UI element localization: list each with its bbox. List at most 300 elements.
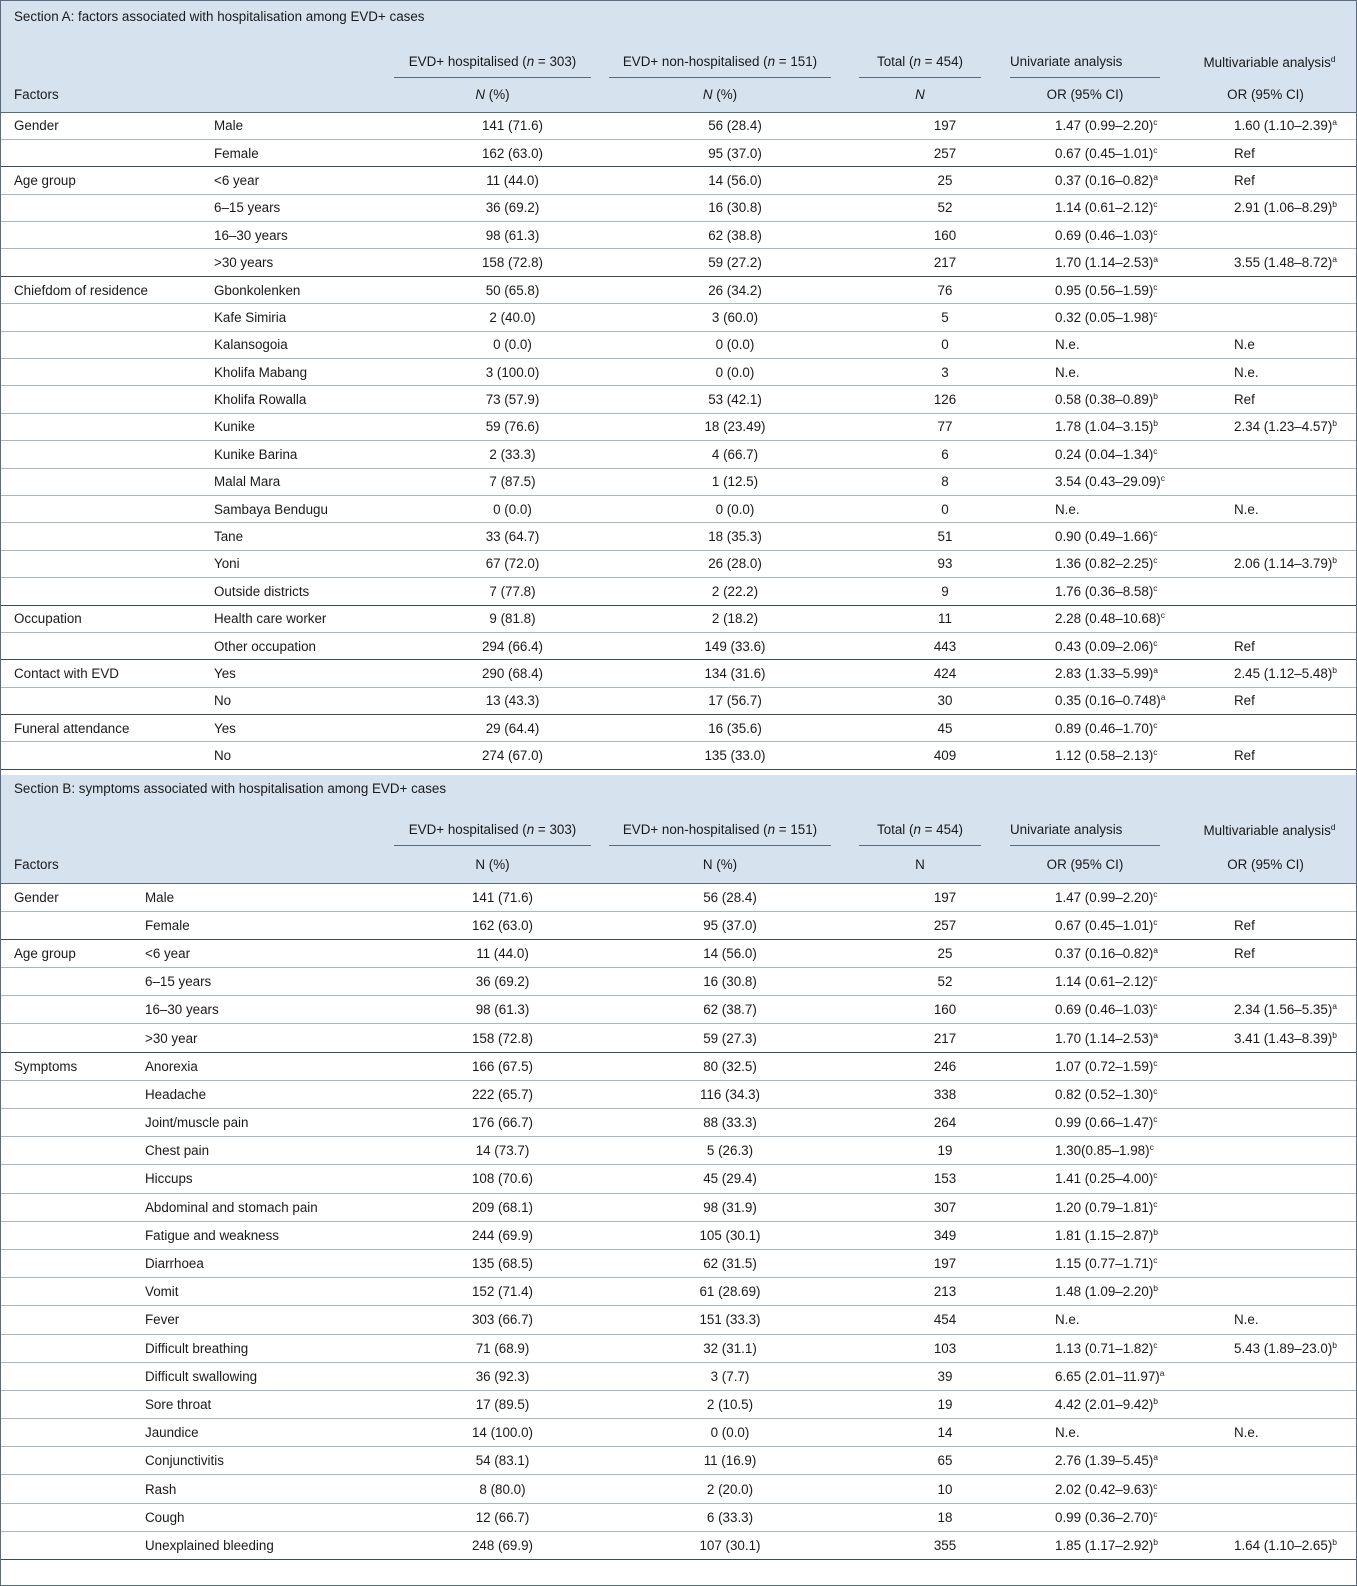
level-label: Abdominal and stomach pain <box>145 1199 318 1215</box>
multivariable-value: Ref <box>1234 945 1255 961</box>
total-value: 6 <box>941 446 949 462</box>
univariate-value: 2.83 $(1.33-5.99)^a$ <box>1055 665 1159 681</box>
nonhosp-value: 134 (31.6) <box>704 666 766 681</box>
level-label: >30 years <box>214 255 274 271</box>
level-label: Yoni <box>214 556 240 572</box>
hosp-value: 248 (69.9) <box>471 1537 534 1553</box>
nonhosp-value: 3 (60.0) <box>711 309 759 325</box>
hosp-value: 274 (67.0) <box>481 748 544 764</box>
total-value: 0 <box>941 501 949 517</box>
nonhosp-value: 80 (32.5) <box>703 1058 757 1074</box>
univariate-value: 1.14 $(0.61-2.12)^c$ <box>1055 973 1158 990</box>
univariate-value: 3.54 $(0.43-29.09)^c$ <box>1055 473 1165 490</box>
nonhosp-value: 2 (10.5) <box>706 1396 754 1412</box>
table-row <box>1 715 1356 742</box>
multivariable-value <box>1175 968 1356 996</box>
multivariable-value <box>1175 222 1356 249</box>
total-value: 5 <box>941 309 949 325</box>
hosp-value: 7 (87.5) <box>489 474 536 490</box>
level-label: >30 year <box>145 1030 198 1046</box>
hosp-value: 162 (63.0) <box>471 917 534 933</box>
univariate-value: N.e. <box>1055 1425 1080 1441</box>
univariate-value: 1.41 $(0.25-4.00)^c$ <box>1055 1170 1158 1187</box>
univariate-value: 2.02 $(0.42-9.63)^c$ <box>1055 1480 1158 1497</box>
hosp-value: 141 (71.6) <box>471 889 534 905</box>
table-row <box>1 1419 1356 1447</box>
table-row <box>1 1334 1356 1362</box>
nonhosp-value: 56 (28.4) <box>703 889 757 905</box>
nonhosp-header: EVD+ non-hospitalised (n = 151) <box>595 32 845 78</box>
hosp-value: 303 (66.7) <box>471 1312 534 1328</box>
section-a-table <box>1 1 1356 770</box>
univariate-value: 1.47 $(0.99-2.20)^c$ <box>1055 888 1158 905</box>
multivariable-value <box>1175 1221 1356 1249</box>
hosp-value: 244 (69.9) <box>471 1227 534 1243</box>
univariate-value: 4.42 $(2.01-9.42)^b$ <box>1055 1395 1159 1412</box>
multivariable-value: 2.45 $(1.12-5.48)^b$ <box>1234 665 1338 681</box>
univariate-value: 2.28 $(0.48-10.68)^c$ <box>1055 610 1165 627</box>
multivariable-value <box>1175 304 1356 331</box>
total-value: 51 <box>937 529 953 545</box>
total-value: 217 <box>933 255 957 271</box>
level-label: Kholifa Rowalla <box>214 392 307 408</box>
level-label: Sore throat <box>145 1396 212 1412</box>
multivariable-value: 3.55 $(1.48-8.72)^a$ <box>1234 254 1338 271</box>
univariate-value: 0.58 $(0.38-0.89)^b$ <box>1055 391 1159 408</box>
nonhosp-value: 2 (20.0) <box>706 1481 754 1497</box>
nonhosp-value: 32 (31.1) <box>703 1340 757 1356</box>
hosp-value: 36 (92.3) <box>475 1368 530 1384</box>
multivariable-value: Ref <box>1234 145 1255 161</box>
hosp-value: 71 (68.9) <box>475 1340 530 1356</box>
level-label: <6 year <box>214 172 260 188</box>
univariate-value: 1.85 $(1.17-2.92)^b$ <box>1055 1536 1159 1553</box>
table-row <box>1 996 1356 1024</box>
nonhosp-value: 5 (26.3) <box>706 1143 754 1159</box>
univariate-value: 1.70 $(1.14-2.53)^a$ <box>1055 254 1159 271</box>
nonhosp-value: 18 (23.49) <box>704 419 766 435</box>
multivariable-value <box>1175 276 1356 303</box>
nonhosp-header-b: EVD+ non-hospitalised (n = 151) <box>595 802 845 846</box>
total-value: 424 <box>933 666 957 681</box>
total-value: 30 <box>937 693 953 709</box>
nonhosp-value: 26 (28.0) <box>708 556 762 572</box>
total-value: 338 <box>933 1086 957 1102</box>
hosp-value: 98 (61.3) <box>475 1002 530 1018</box>
level-label: Kunike <box>214 419 255 435</box>
hosp-value: 33 (64.7) <box>485 529 540 545</box>
nonhosp-value: 4 (66.7) <box>711 446 759 462</box>
table-row <box>1 660 1356 687</box>
hosp-value: 290 (68.4) <box>481 666 544 681</box>
hosp-value: 2 (33.3) <box>489 446 536 462</box>
multivariable-value: 3.41 $(1.43-8.39)^b$ <box>1234 1029 1338 1046</box>
level-label: Fatigue and weakness <box>145 1227 279 1243</box>
nonhosp-value: 16 (30.8) <box>703 974 757 990</box>
multivariable-value: 2.91 $(1.06-8.29)^b$ <box>1234 199 1338 216</box>
level-label: Unexplained bleeding <box>145 1537 274 1553</box>
multivariable-value <box>1175 1278 1356 1306</box>
level-label: Joint/muscle pain <box>145 1115 249 1131</box>
total-value: 39 <box>937 1368 953 1384</box>
hosp-value: 294 (66.4) <box>481 638 544 654</box>
multivariable-value <box>1175 1390 1356 1418</box>
nonhosp-value: 151 (33.3) <box>699 1312 761 1328</box>
univariate-value: N.e. <box>1055 501 1080 517</box>
table-row <box>1 468 1356 495</box>
univariate-value: 1.07 $(0.72-1.59)^c$ <box>1055 1057 1158 1074</box>
nonhosp-value: 135 (33.0) <box>704 748 766 764</box>
level-label: Health care worker <box>214 611 327 627</box>
nonhosp-value: 17 (56.7) <box>708 693 762 709</box>
nonhosp-value: 6 (33.3) <box>706 1509 754 1525</box>
total-value: 153 <box>933 1171 957 1187</box>
table-row <box>1 1390 1356 1418</box>
nonhosp-value: 16 (30.8) <box>708 200 762 216</box>
sub-nonhosp: N (%) <box>702 87 738 103</box>
factor-label: Age group <box>14 945 76 961</box>
hosp-value: 135 (68.5) <box>471 1256 534 1272</box>
table-row <box>1 883 1356 911</box>
univariate-value: 0.69 $(0.46-1.03)^c$ <box>1055 1001 1158 1018</box>
univariate-value: 1.48 $(1.09-2.20)^b$ <box>1055 1283 1159 1300</box>
sub-multi: OR (95% CI) <box>1227 87 1304 103</box>
level-label: Outside districts <box>214 583 310 599</box>
hosp-value: 12 (66.7) <box>475 1509 530 1525</box>
multivariable-value: N.e. <box>1234 501 1259 517</box>
table-row <box>1 222 1356 249</box>
table-row <box>1 550 1356 577</box>
nonhosp-value: 0 (0.0) <box>710 1425 750 1441</box>
nonhosp-value: 107 (30.1) <box>699 1537 761 1553</box>
level-label: Difficult swallowing <box>145 1368 258 1384</box>
total-value: 355 <box>933 1537 957 1553</box>
total-value: 52 <box>937 974 953 990</box>
univariate-value: N.e. <box>1055 364 1080 380</box>
hosp-value: 29 (64.4) <box>485 720 540 736</box>
multivariable-value <box>1175 523 1356 550</box>
nonhosp-value: 0 (0.0) <box>715 501 755 517</box>
total-value: 454 <box>933 1312 957 1328</box>
table-row <box>1 139 1356 166</box>
level-label: Difficult breathing <box>145 1340 249 1356</box>
nonhosp-value: 14 (56.0) <box>708 172 762 188</box>
hosp-header-b: EVD+ hospitalised (n = 303) <box>390 802 595 846</box>
multivariable-value <box>1175 578 1356 605</box>
section-a-body <box>1 112 1356 769</box>
total-value: 257 <box>933 917 957 933</box>
univariate-value: 0.67 $(0.45-1.01)^c$ <box>1055 144 1158 161</box>
table-row <box>1 1193 1356 1221</box>
total-value: 126 <box>933 392 957 408</box>
univariate-value: 0.99 $(0.66-1.47)^c$ <box>1055 1114 1158 1131</box>
univariate-value: 1.70 $(1.14-2.53)^a$ <box>1055 1029 1159 1046</box>
total-value: 0 <box>941 337 949 353</box>
total-value: 93 <box>937 556 953 572</box>
table-row <box>1 1306 1356 1334</box>
table-row <box>1 632 1356 659</box>
multivariable-value <box>1175 468 1356 495</box>
level-label: 6–15 years <box>214 200 281 216</box>
multivariable-value: 2.34 $(1.56-5.35)^a$ <box>1234 1001 1338 1018</box>
univariate-value: 0.69 $(0.46-1.03)^c$ <box>1055 226 1158 243</box>
multivariable-value: Ref <box>1234 917 1255 933</box>
total-header: Total (n = 454) <box>845 32 995 78</box>
total-value: 257 <box>933 145 957 161</box>
level-label: No <box>214 693 232 709</box>
nonhosp-value: 2 (22.2) <box>711 583 759 599</box>
sub-hosp: N (%) <box>475 87 510 103</box>
multivariable-value <box>1175 1362 1356 1390</box>
multivariable-value <box>1175 1503 1356 1531</box>
table-row <box>1 1137 1356 1165</box>
univariate-value: 1.81 $(1.15-2.87)^b$ <box>1055 1226 1159 1243</box>
total-value: 246 <box>933 1058 957 1074</box>
univariate-header: Univariate analysis <box>995 32 1175 78</box>
level-label: Chest pain <box>145 1143 210 1159</box>
level-label: Kunike Barina <box>214 446 298 462</box>
level-label: Diarrhoea <box>145 1256 204 1272</box>
hosp-value: 162 (63.0) <box>481 145 544 161</box>
nonhosp-value: 95 (37.0) <box>708 145 762 161</box>
nonhosp-value: 56 (28.4) <box>708 118 762 134</box>
level-label: Yes <box>214 666 236 681</box>
nonhosp-value: 98 (31.9) <box>703 1199 757 1215</box>
factor-label: Funeral attendance <box>14 720 130 736</box>
total-value: 18 <box>937 1509 953 1525</box>
sub-nonhosp-b: N (%) <box>702 856 738 872</box>
nonhosp-value: 59 (27.3) <box>703 1030 757 1046</box>
hosp-value: 54 (83.1) <box>475 1453 530 1469</box>
table-row <box>1 523 1356 550</box>
hosp-value: 14 (73.7) <box>475 1143 530 1159</box>
univariate-value: 1.14 $(0.61-2.12)^c$ <box>1055 199 1158 216</box>
univariate-value: 0.82 $(0.52-1.30)^c$ <box>1055 1085 1158 1102</box>
nonhosp-value: 0 (0.0) <box>715 337 755 353</box>
multivariable-value <box>1175 1109 1356 1137</box>
level-label: Anorexia <box>145 1058 198 1074</box>
level-label: 16–30 years <box>145 1002 219 1018</box>
level-label: Kafe Simiria <box>214 309 287 325</box>
univariate-value: 0.99 $(0.36-2.70)^c$ <box>1055 1508 1158 1525</box>
hosp-value: 7 (77.8) <box>489 583 536 599</box>
hosp-value: 141 (71.6) <box>481 118 544 134</box>
univariate-header-b: Univariate analysis <box>995 802 1175 846</box>
total-value: 160 <box>933 1002 957 1018</box>
total-value: 197 <box>933 1256 957 1272</box>
multivariable-value <box>1175 1137 1356 1165</box>
nonhosp-value: 18 (35.3) <box>708 529 762 545</box>
table-row <box>1 304 1356 331</box>
total-value: 45 <box>937 720 953 736</box>
table-row <box>1 1165 1356 1193</box>
total-header-b: Total (n = 454) <box>845 802 995 846</box>
multivariable-value <box>1175 1165 1356 1193</box>
total-value: 8 <box>941 474 949 490</box>
hosp-value: 67 (72.0) <box>485 556 540 572</box>
factors-header-b: Factors <box>14 856 59 872</box>
nonhosp-value: 61 (28.69) <box>699 1284 761 1300</box>
nonhosp-value: 2 (18.2) <box>711 611 759 627</box>
factor-label: Contact with EVD <box>14 666 119 681</box>
hosp-value: 8 (80.0) <box>479 1481 526 1497</box>
multivariable-value: N.e. <box>1234 1312 1259 1328</box>
univariate-value: 0.37 $(0.16-0.82)^a$ <box>1055 171 1159 188</box>
total-value: 14 <box>937 1425 953 1441</box>
univariate-value: 0.32 $(0.05-1.98)^c$ <box>1055 308 1158 325</box>
multivariable-value: 2.34 $(1.23-4.57)^b$ <box>1234 418 1338 435</box>
table-row <box>1 605 1356 632</box>
sub-multi-b: OR (95% CI) <box>1227 856 1304 872</box>
level-label: Rash <box>145 1481 177 1497</box>
total-value: 19 <box>937 1143 953 1159</box>
level-label: Female <box>145 917 190 933</box>
univariate-value: 0.35 $(0.16-0.748)^a$ <box>1055 692 1166 709</box>
univariate-value: 0.95 $(0.56-1.59)^c$ <box>1055 281 1158 298</box>
multivariable-value: N.e. <box>1234 364 1259 380</box>
nonhosp-value: 0 (0.0) <box>715 364 755 380</box>
level-label: Headache <box>145 1086 207 1102</box>
total-value: 11 <box>938 611 952 627</box>
total-value: 349 <box>933 1227 957 1243</box>
factor-label: Gender <box>14 889 59 905</box>
multivariable-header: Multivariable analysis$^d$ <box>1203 54 1336 70</box>
total-value: 25 <box>937 172 953 188</box>
level-label: Female <box>214 145 259 161</box>
hosp-value: 0 (0.0) <box>493 501 532 517</box>
hosp-value: 222 (65.7) <box>471 1086 534 1102</box>
table-row <box>1 1531 1356 1559</box>
multivariable-value: Ref <box>1234 748 1255 764</box>
nonhosp-value: 149 (33.6) <box>704 638 766 654</box>
table-row <box>1 441 1356 468</box>
nonhosp-value: 105 (30.1) <box>699 1227 761 1243</box>
level-label: Male <box>145 889 175 905</box>
multivariable-value <box>1175 883 1356 911</box>
table-row <box>1 1475 1356 1503</box>
nonhosp-value: 62 (38.7) <box>703 1002 757 1018</box>
hosp-value: 158 (72.8) <box>471 1030 534 1046</box>
multivariable-value <box>1175 1193 1356 1221</box>
total-value: 213 <box>933 1284 957 1300</box>
factor-label: Chiefdom of residence <box>14 282 148 298</box>
multivariable-value: 1.60 $(1.10-2.39)^a$ <box>1234 117 1338 134</box>
multivariable-value: Ref <box>1234 693 1255 709</box>
nonhosp-value: 45 (29.4) <box>703 1171 757 1187</box>
table-row <box>1 112 1356 139</box>
total-value: 217 <box>933 1030 957 1046</box>
table-row <box>1 742 1356 769</box>
hosp-header: EVD+ hospitalised (n = 303) <box>390 32 595 78</box>
factors-header: Factors <box>14 87 59 103</box>
nonhosp-value: 3 (7.7) <box>710 1368 750 1384</box>
sub-uni-b: OR (95% CI) <box>1046 856 1124 872</box>
hosp-value: 209 (68.1) <box>471 1199 534 1215</box>
total-value: 103 <box>933 1340 957 1356</box>
sub-total: N <box>915 87 925 103</box>
table-row <box>1 1362 1356 1390</box>
section-b-body <box>1 883 1356 1560</box>
total-value: 307 <box>933 1199 957 1215</box>
univariate-value: 1.15 $(0.77-1.71)^c$ <box>1055 1255 1158 1272</box>
level-label: Hiccups <box>145 1171 193 1187</box>
total-value: 160 <box>933 227 957 243</box>
multivariable-value <box>1175 1475 1356 1503</box>
table-row <box>1 194 1356 221</box>
univariate-value: 0.67 $(0.45-1.01)^c$ <box>1055 916 1158 933</box>
total-value: 65 <box>937 1453 953 1469</box>
level-label: Vomit <box>145 1284 179 1300</box>
nonhosp-value: 88 (33.3) <box>703 1115 757 1131</box>
hosp-value: 59 (76.6) <box>485 419 540 435</box>
factor-label: Age group <box>14 172 76 188</box>
nonhosp-value: 14 (56.0) <box>703 945 757 961</box>
hosp-value: 152 (71.4) <box>471 1284 534 1300</box>
univariate-value: $1.30(0.85-1.98)^c$ <box>1055 1142 1154 1159</box>
level-label: Yes <box>214 720 236 736</box>
total-value: 9 <box>941 583 949 599</box>
level-label: Tane <box>214 529 244 545</box>
section-b-table <box>1 775 1356 1560</box>
multivariable-value <box>1175 441 1356 468</box>
table-row <box>1 939 1356 967</box>
multivariable-value <box>1175 1249 1356 1277</box>
hosp-value: 176 (66.7) <box>471 1115 534 1131</box>
multivariable-value: 1.64 $(1.10-2.65)^b$ <box>1234 1536 1338 1553</box>
level-label: Kholifa Mabang <box>214 364 308 380</box>
total-value: 19 <box>937 1396 953 1412</box>
hosp-value: 13 (43.3) <box>485 693 540 709</box>
level-label: Conjunctivitis <box>145 1453 224 1469</box>
univariate-value: N.e. <box>1055 337 1080 353</box>
table-row <box>1 359 1356 386</box>
multivariable-value: Ref <box>1234 638 1255 654</box>
table-row <box>1 578 1356 605</box>
table-row <box>1 413 1356 440</box>
multivariable-value: Ref <box>1234 392 1255 408</box>
nonhosp-value: 26 (34.2) <box>708 282 762 298</box>
univariate-value: 0.24 $(0.04-1.34)^c$ <box>1055 445 1158 462</box>
table-row <box>1 1249 1356 1277</box>
table-row <box>1 1080 1356 1108</box>
level-label: <6 year <box>145 945 191 961</box>
level-label: Gbonkolenken <box>214 282 301 298</box>
hosp-value: 108 (70.6) <box>471 1171 534 1187</box>
factor-label: Occupation <box>14 611 82 627</box>
table-row <box>1 495 1356 522</box>
level-label: 6–15 years <box>145 974 212 990</box>
hosp-value: 36 (69.2) <box>485 200 540 216</box>
univariate-value: 0.89 $(0.46-1.70)^c$ <box>1055 719 1158 736</box>
level-label: Fever <box>145 1312 180 1328</box>
level-label: Sambaya Bendugu <box>214 501 328 517</box>
nonhosp-value: 59 (27.2) <box>708 255 762 271</box>
multivariable-value <box>1175 605 1356 632</box>
nonhosp-value: 62 (38.8) <box>708 227 762 243</box>
hosp-value: 17 (89.5) <box>475 1396 530 1412</box>
level-label: No <box>214 748 232 764</box>
sub-total-b: N <box>915 856 925 872</box>
total-value: 52 <box>937 200 953 216</box>
total-value: 77 <box>937 419 953 435</box>
level-label: Cough <box>145 1509 185 1525</box>
hosp-value: 50 (65.8) <box>485 282 540 298</box>
hosp-value: 14 (100.0) <box>471 1425 534 1441</box>
multivariable-value <box>1175 715 1356 742</box>
level-label: Jaundice <box>145 1425 199 1441</box>
nonhosp-value: 116 (34.3) <box>699 1086 761 1102</box>
table-row <box>1 1109 1356 1137</box>
